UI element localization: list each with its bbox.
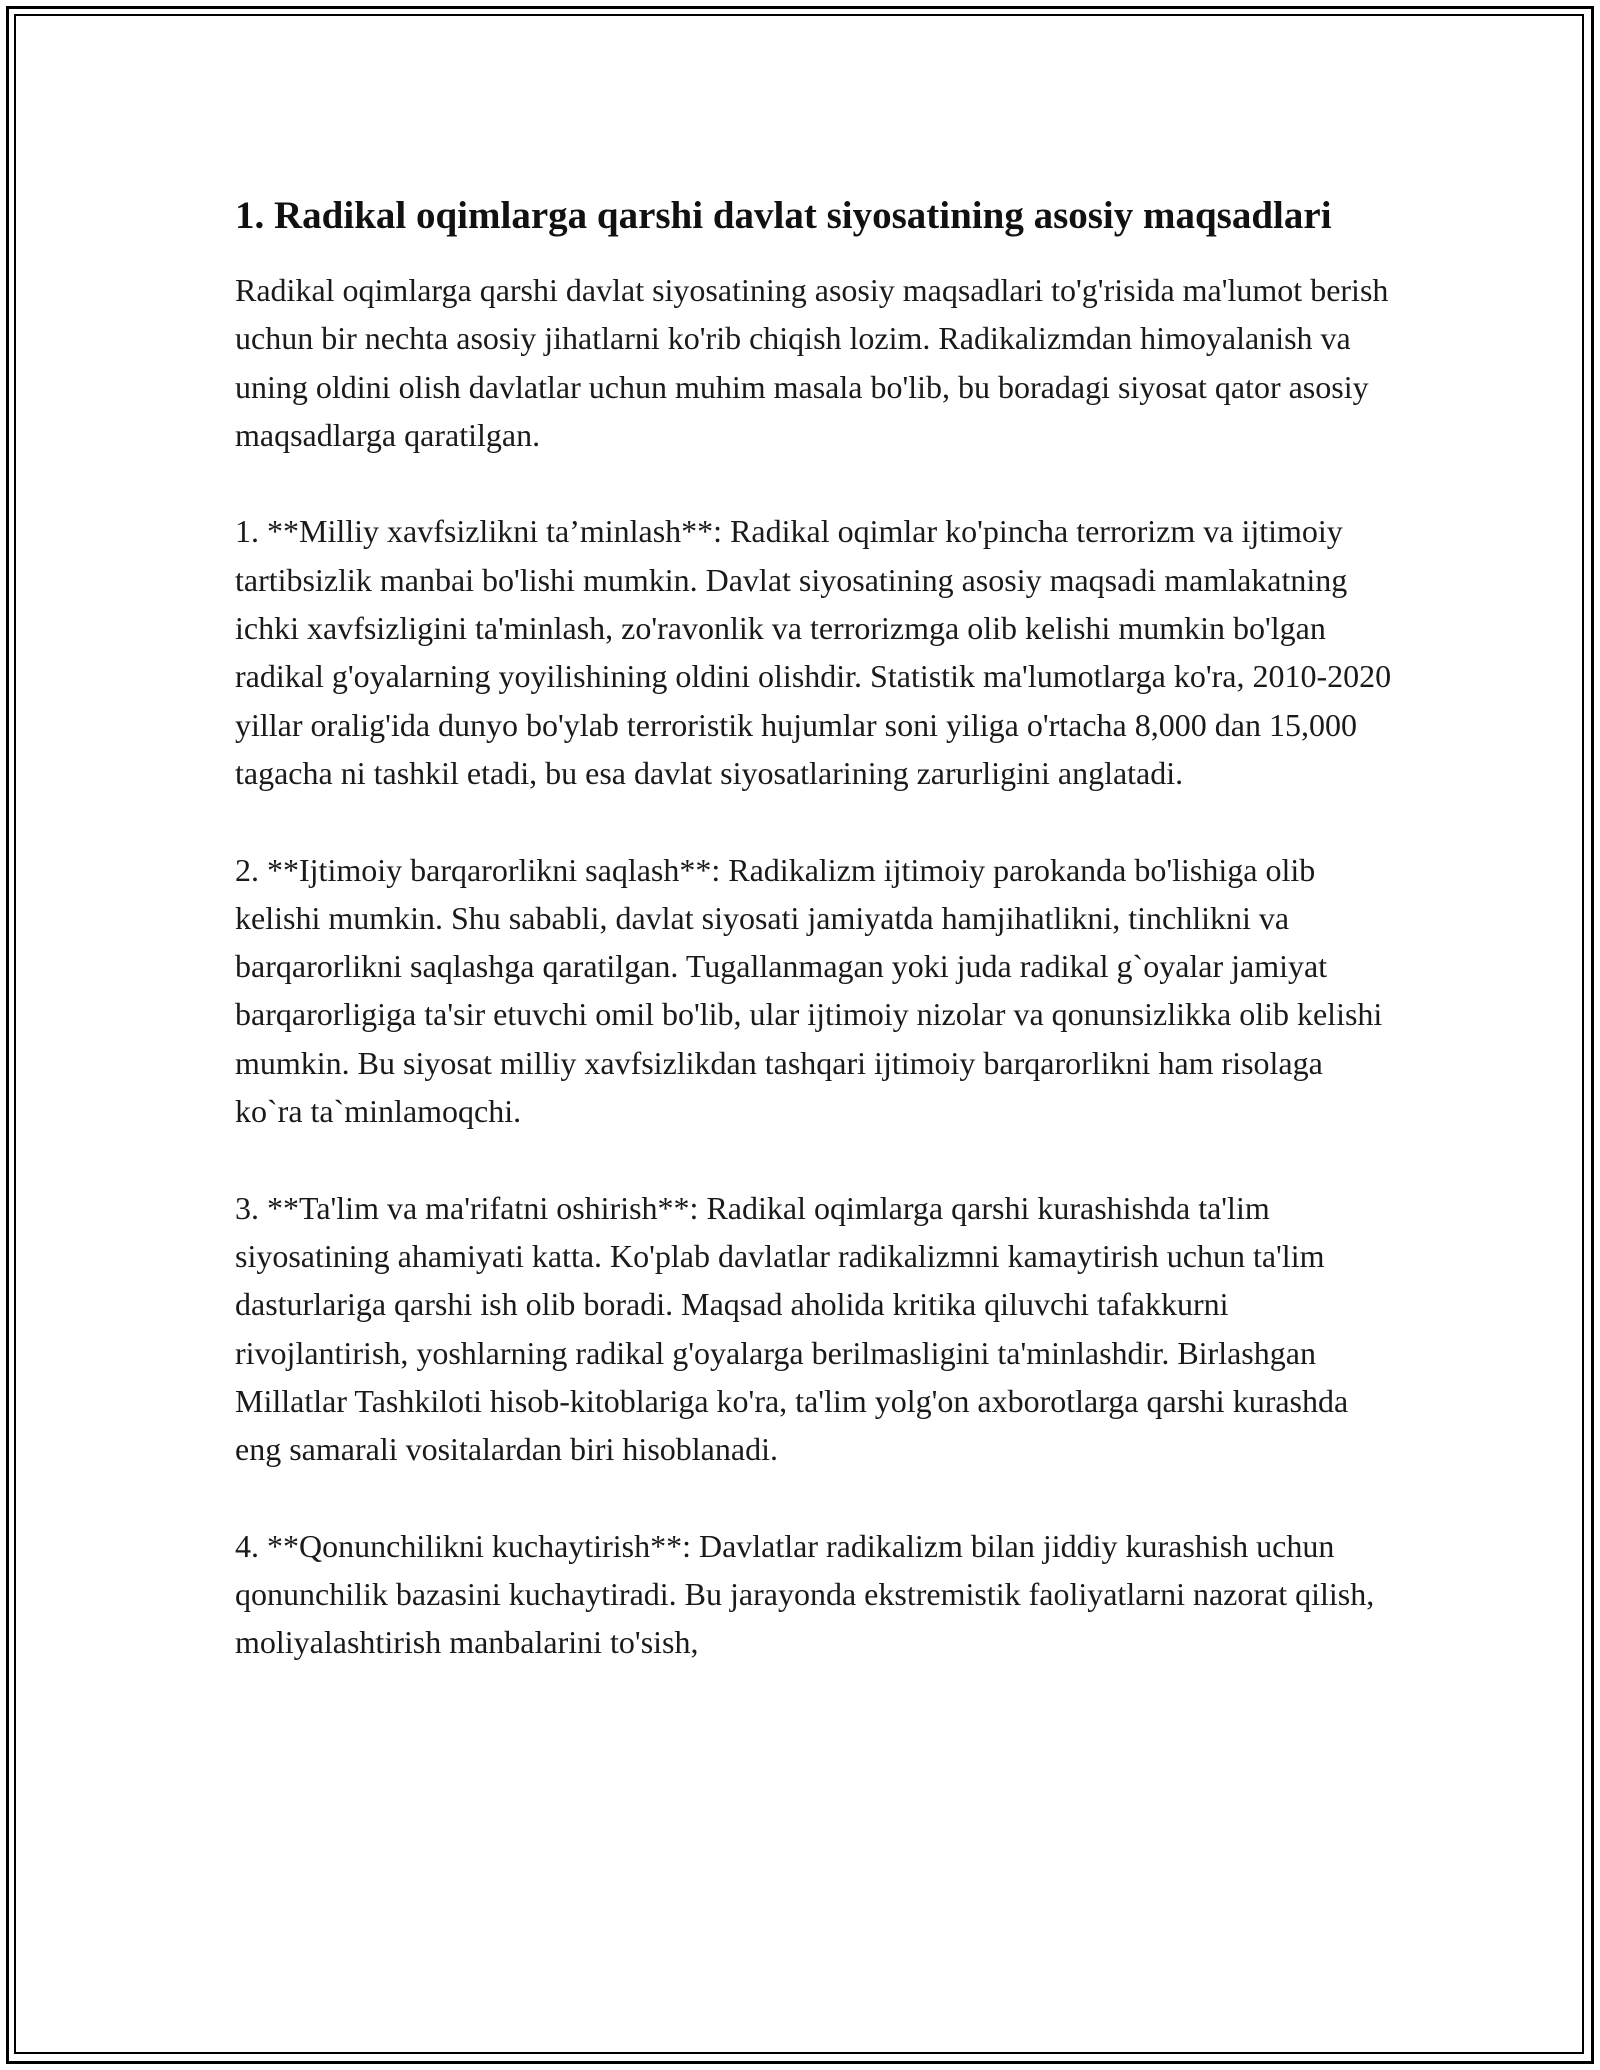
section-heading: 1. Radikal oqimlarga qarshi davlat siyosatining asosiy maqsadlari (235, 194, 1332, 237)
paragraph-social-stability: 2. **Ijtimoiy barqarorlikni saqlash**: Radikalizm ijtimoiy parokanda bo'lishiga olib kelishi mumkin. Shu sababli, davlat siyosati jamiyatda hamjihatlikni, tinchlikni va barqarorlikni saqlashga qaratilgan. Tugallanmagan yoki juda radikal g`oyalar jamiyat barqarorligiga ta'sir etuvchi omil bo'lib, ular ijtimoiy nizolar va qonunsizlikka olib kelishi mumkin. Bu siyosat milliy xavfsizlikdan tashqari ijtimoiy barqarorlikni ham risolaga ko`ra ta`minlamoqchi. (235, 851, 1383, 1130)
paragraph-education: 3. **Ta'lim va ma'rifatni oshirish**: Radikal oqimlarga qarshi kurashishda ta'lim siyosatining ahamiyati katta. Ko'plab davlatlar radikalizmni kamaytirish uchun ta'lim dasturlariga qarshi ish olib boradi. Maqsad aholida kritika qiluvchi tafakkurni rivojlantirish, yoshlarning radikal g'oyalarga berilmasligini ta'minlashdir. Birlashgan Millatlar Tashkiloti hisob-kitoblariga ko'ra, ta'lim yolg'on axborotlarga qarshi kurashda eng samarali vositalardan biri hisoblanadi. (235, 1189, 1349, 1468)
document-page (235, 188, 1395, 1715)
paragraph-national-security: 1. **Milliy xavfsizlikni ta’minlash**: Radikal oqimlar ko'pincha terrorizm va ijtimoiy tartibsizlik manbai bo'lishi mumkin. Davlat siyosatining asosiy maqsadi mamlakatning ichki xavfsizligini ta'minlash, zo'ravonlik va terrorizmga olib kelishi mumkin bo'lgan radikal g'oyalarning yoyilishining oldini olishdir. Statistik ma'lumotlarga ko'ra, 2010-2020 yillar oralig'ida dunyo bo'ylab terroristik hujumlar soni yiliga o'rtacha 8,000 dan 15,000 tagacha ni tashkil etadi, bu esa davlat siyosatlarining zarurligini anglatadi. (235, 513, 1392, 791)
paragraph-legislation: 4. **Qonunchilikni kuchaytirish**: Davlatlar radikalizm bilan jiddiy kurashish uchun qonunchilik bazasini kuchaytiradi. Bu jarayonda ekstremistik faoliyatlarni nazorat qilish, moliyalashtirish manbalarini to'sish, (235, 1527, 1375, 1661)
intro-paragraph: Radikal oqimlarga qarshi davlat siyosatining asosiy maqsadlari to'g'risida ma'lumot berish uchun bir nechta asosiy jihatlarni ko'rib chiqish lozim. Radikalizmdan himoyalanish va uning oldini olish davlatlar uchun muhim masala bo'lib, bu boradagi siyosat qator asosiy maqsadlarga qaratilgan. (235, 272, 1389, 453)
